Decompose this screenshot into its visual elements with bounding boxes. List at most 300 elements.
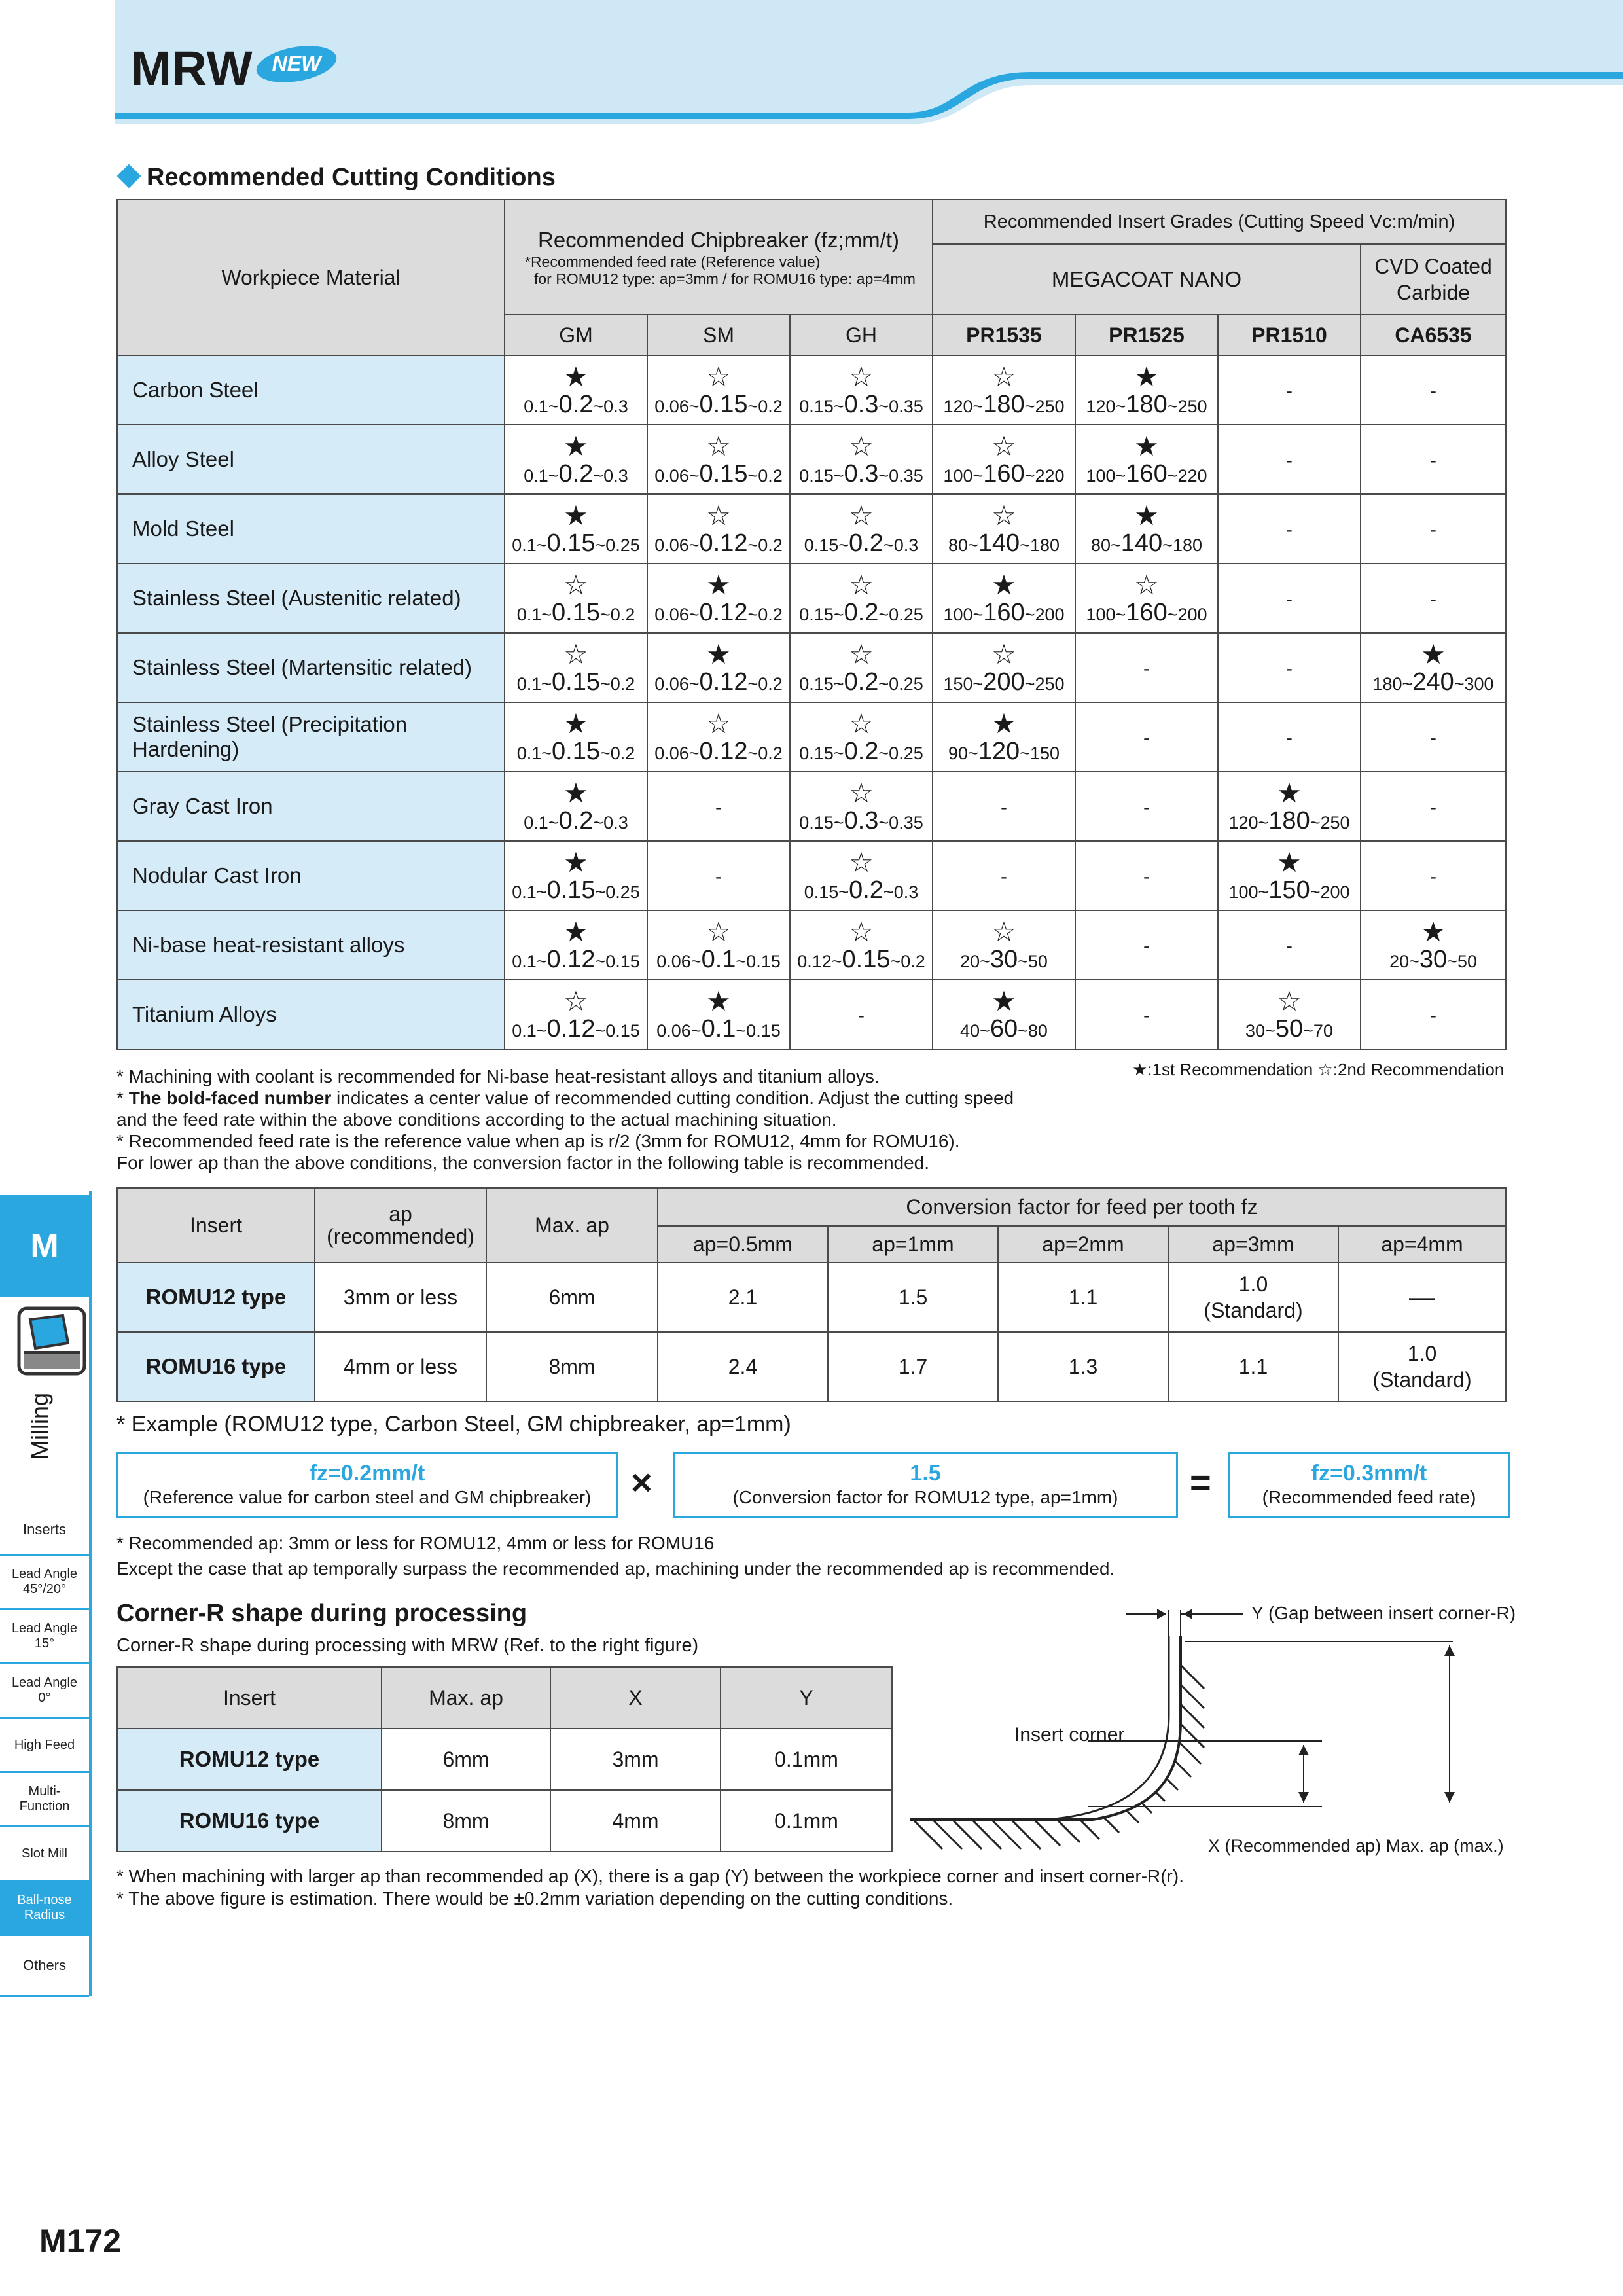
range-bound: 0.15~ (804, 535, 849, 555)
center-value: 60 (990, 1014, 1018, 1043)
condition-cell (647, 564, 790, 633)
star-filled-icon: ★ (1134, 430, 1159, 461)
condition-cell (505, 425, 647, 494)
corner-r-subtitle: Corner-R shape during processing with MRW (Ref. to the right figure) (116, 1635, 699, 1656)
range-bound: ~200 (1167, 604, 1207, 624)
range-value (791, 945, 932, 973)
conv-factor: 1.0 (Standard) (1338, 1332, 1506, 1401)
dash: - (1143, 657, 1150, 679)
range-bound: 0.06~ (656, 1020, 702, 1041)
empty-cell (1218, 564, 1361, 633)
empty-cell (1361, 494, 1506, 564)
range-bound: 100~ (943, 604, 984, 624)
corner-col-y: Y (721, 1667, 892, 1729)
star-outline-icon: ☆ (991, 638, 1016, 670)
center-value: 0.12 (699, 598, 748, 626)
section-tab-m[interactable]: M (0, 1195, 89, 1297)
center-value: 160 (1126, 598, 1168, 626)
condition-cell (505, 841, 647, 910)
empty-cell (1361, 702, 1506, 772)
range-bound: 0.06~ (654, 743, 700, 763)
condition-cell (647, 910, 790, 980)
dash: - (1143, 726, 1150, 749)
range-value (648, 737, 789, 765)
dash: - (1286, 588, 1293, 610)
range-value (933, 1014, 1075, 1043)
conv-row-ap: 4mm or less (315, 1332, 486, 1401)
range-bound: 120~ (1086, 396, 1126, 416)
figure-y-label: Y (Gap between insert corner-R) (1251, 1603, 1516, 1623)
range-bound: ~0.3 (883, 535, 919, 555)
range-bound: 180~ (1372, 673, 1413, 694)
corner-row-type: ROMU12 type (117, 1729, 382, 1790)
center-value: 0.12 (699, 668, 748, 696)
times-icon: × (631, 1462, 652, 1503)
range-value (505, 1014, 647, 1043)
note-recommended-ap: * Recommended ap: 3mm or less for ROMU12, 4mm or less for ROMU16 (116, 1533, 715, 1553)
dash: - (1430, 865, 1437, 888)
empty-cell (1218, 702, 1361, 772)
dash: - (1430, 449, 1437, 471)
dash: - (1143, 796, 1150, 818)
center-value: 0.2 (849, 876, 883, 904)
workpiece-material-header: Workpiece Material (117, 200, 505, 355)
range-value (791, 459, 932, 488)
center-value: 180 (983, 390, 1025, 418)
range-bound: 100~ (1228, 882, 1269, 902)
range-bound: 0.1~ (524, 396, 559, 416)
corner-r-title: Corner-R shape during processing (116, 1600, 527, 1627)
new-badge: NEW (254, 43, 339, 85)
example-reference-box: fz=0.2mm/t (Reference value for carbon steel and GM chipbreaker) (116, 1452, 618, 1518)
condition-cell (933, 564, 1075, 633)
col-header-sm: SM (647, 315, 790, 355)
condition-cell (505, 633, 647, 702)
empty-cell (1361, 980, 1506, 1049)
center-value: 0.2 (844, 598, 879, 626)
range-bound: ~0.3 (883, 882, 919, 902)
empty-cell (1361, 772, 1506, 841)
dash: - (1286, 726, 1293, 749)
conv-factor: 1.5 (828, 1263, 998, 1332)
center-value: 0.15 (699, 459, 748, 488)
star-filled-icon: ★ (563, 430, 588, 461)
range-bound: 0.12~ (797, 951, 842, 971)
material-name: Gray Cast Iron (117, 772, 505, 841)
condition-cell (790, 772, 933, 841)
corner-row-x: 3mm (550, 1729, 721, 1790)
condition-cell (790, 494, 933, 564)
table-row (117, 772, 1506, 841)
range-bound: ~0.2 (747, 604, 783, 624)
range-value (648, 945, 789, 973)
range-bound: ~70 (1303, 1020, 1333, 1041)
center-value: 140 (978, 529, 1020, 557)
dash: - (1430, 588, 1437, 610)
cutting-conditions-table (116, 199, 1507, 1050)
range-value (648, 598, 789, 626)
table-row (117, 355, 1506, 425)
center-value: 50 (1275, 1014, 1304, 1043)
star-filled-icon: ★ (563, 777, 588, 808)
range-bound: ~0.25 (878, 743, 923, 763)
star-filled-icon: ★ (563, 708, 588, 739)
material-name: Titanium Alloys (117, 980, 505, 1049)
range-bound: ~0.2 (747, 535, 783, 555)
corner-row-y: 0.1mm (721, 1790, 892, 1852)
conv-factor: 2.4 (658, 1332, 828, 1401)
range-bound: 0.06~ (656, 951, 702, 971)
empty-cell (647, 772, 790, 841)
range-bound: ~0.2 (599, 604, 635, 624)
center-value: 0.15 (546, 876, 596, 904)
conv-col-ap4: ap=4mm (1338, 1226, 1506, 1263)
range-value (933, 668, 1075, 696)
note-recommended-ap-cont: Except the case that ap temporally surpass the recommended ap, machining under the recommended ap is recommended. (116, 1558, 1115, 1579)
center-value: 0.3 (844, 459, 879, 488)
recommendation-legend: ★:1st Recommendation ☆:2nd Recommendation (1132, 1060, 1505, 1079)
conv-col-ap3: ap=3mm (1168, 1226, 1338, 1263)
empty-cell (933, 772, 1075, 841)
star-outline-icon: ☆ (563, 569, 588, 600)
dash: - (1430, 796, 1437, 818)
figure-bottom-label: X (Recommended ap) Max. ap (max.) (1208, 1836, 1504, 1856)
range-value (505, 876, 647, 904)
sidebar-item-multi-function[interactable]: Multi- Function (0, 1773, 89, 1827)
star-outline-icon: ☆ (1277, 985, 1302, 1016)
corner-col-max-ap: Max. ap (382, 1667, 550, 1729)
center-value: 160 (983, 459, 1025, 488)
chipbreaker-header: Recommended Chipbreaker (fz;mm/t) *Recommended feed rate (Reference value) for ROMU12 type: ap=3mm / for ROMU16 type: ap=4mm (505, 200, 933, 315)
range-value (648, 529, 789, 557)
star-outline-icon: ☆ (563, 638, 588, 670)
empty-cell (933, 841, 1075, 910)
star-outline-icon: ☆ (991, 499, 1016, 531)
dash: - (1430, 518, 1437, 541)
dash: - (1286, 518, 1293, 541)
range-value (791, 529, 932, 557)
range-bound: 0.06~ (654, 396, 700, 416)
dash: - (715, 865, 722, 888)
note-feed-rate-cont: For lower ap than the above conditions, the conversion factor in the following table is recommended. (116, 1153, 930, 1173)
range-value (933, 945, 1075, 973)
material-name: Nodular Cast Iron (117, 841, 505, 910)
center-value: 0.15 (552, 737, 600, 765)
range-value (505, 598, 647, 626)
conv-factor: 1.1 (1168, 1332, 1338, 1401)
corner-row-x: 4mm (550, 1790, 721, 1852)
range-bound: 90~ (948, 743, 978, 763)
range-bound: ~0.15 (595, 951, 640, 971)
condition-cell (933, 633, 1075, 702)
condition-cell (790, 564, 933, 633)
header-wave (115, 0, 1623, 131)
range-value (791, 668, 932, 696)
star-filled-icon: ★ (991, 985, 1016, 1016)
range-bound: 0.15~ (799, 465, 844, 486)
star-filled-icon: ★ (563, 499, 588, 531)
star-filled-icon: ★ (563, 361, 588, 392)
figure-insert-corner-label: Insert corner (1014, 1724, 1125, 1746)
condition-cell (647, 980, 790, 1049)
range-bound: ~0.25 (595, 535, 640, 555)
condition-cell (1075, 355, 1218, 425)
center-value: 240 (1412, 668, 1454, 696)
range-bound: ~0.2 (747, 396, 783, 416)
center-value: 160 (983, 598, 1025, 626)
conv-row-type: ROMU16 type (117, 1332, 315, 1401)
range-bound: ~220 (1024, 465, 1065, 486)
range-bound: ~0.2 (747, 743, 783, 763)
empty-cell (1218, 355, 1361, 425)
sidebar-item-lead-angle-0[interactable]: Lead Angle 0° (0, 1664, 89, 1719)
sidebar-item-high-feed[interactable]: High Feed (0, 1719, 89, 1773)
range-bound: 0.15~ (799, 673, 844, 694)
example-factor-box: 1.5 (Conversion factor for ROMU12 type, ap=1mm) (673, 1452, 1178, 1518)
conv-factor: 1.1 (998, 1263, 1168, 1332)
condition-cell (505, 910, 647, 980)
range-bound: ~50 (1018, 951, 1048, 971)
center-value: 180 (1268, 806, 1310, 834)
range-value (505, 737, 647, 765)
range-value (791, 876, 932, 904)
range-bound: 80~ (948, 535, 978, 555)
star-outline-icon: ☆ (849, 430, 874, 461)
table-row (117, 564, 1506, 633)
corner-row-max: 8mm (382, 1790, 550, 1852)
conv-factor: 2.1 (658, 1263, 828, 1332)
condition-cell (1075, 564, 1218, 633)
dash: - (1430, 1004, 1437, 1026)
range-bound: ~80 (1018, 1020, 1048, 1041)
range-value (791, 737, 932, 765)
example-result-box: fz=0.3mm/t (Recommended feed rate) (1228, 1452, 1510, 1518)
range-bound: 0.15~ (799, 396, 844, 416)
condition-cell (505, 980, 647, 1049)
center-value: 0.15 (546, 529, 596, 557)
range-bound: 0.06~ (654, 465, 700, 486)
center-value: 0.2 (844, 668, 879, 696)
range-bound: ~0.25 (878, 604, 923, 624)
range-value (1219, 1014, 1360, 1043)
table-row (117, 980, 1506, 1049)
center-value: 0.12 (699, 737, 748, 765)
range-bound: ~0.15 (736, 1020, 781, 1041)
conv-factor: 1.0 (Standard) (1168, 1263, 1338, 1332)
dash: - (1001, 865, 1007, 888)
conv-factor-header: Conversion factor for feed per tooth fz (658, 1188, 1506, 1226)
range-value (505, 806, 647, 834)
equals-icon: = (1190, 1462, 1211, 1503)
range-value (1076, 598, 1217, 626)
dash: - (1286, 380, 1293, 402)
center-value: 0.2 (844, 737, 879, 765)
note-coolant: * Machining with coolant is recommended for Ni-base heat-resistant alloys and titanium alloys. (116, 1066, 880, 1086)
range-value (1076, 390, 1217, 418)
range-value (933, 459, 1075, 488)
center-value: 0.2 (558, 806, 594, 834)
conv-max-ap-header: Max. ap (486, 1188, 658, 1263)
range-bound: 0.15~ (799, 604, 844, 624)
material-name: Ni-base heat-resistant alloys (117, 910, 505, 980)
range-value (933, 529, 1075, 557)
table-row (117, 1729, 892, 1790)
empty-cell (1218, 910, 1361, 980)
sidebar-item-lead-angle-45[interactable]: Lead Angle 45°/20° (0, 1556, 89, 1610)
range-value (505, 459, 647, 488)
star-outline-icon: ☆ (849, 916, 874, 947)
condition-cell (790, 425, 933, 494)
center-value: 0.1 (701, 1014, 736, 1043)
range-bound: ~0.25 (595, 882, 640, 902)
cutting-conditions-title: Recommended Cutting Conditions (147, 164, 556, 191)
range-bound: ~200 (1310, 882, 1350, 902)
range-value (505, 390, 647, 418)
condition-cell (933, 910, 1075, 980)
note-bold-number: * The bold-faced number indicates a center value of recommended cutting condition. Adjust the cutting speed (116, 1088, 1014, 1108)
range-value (791, 390, 932, 418)
corner-row-y: 0.1mm (721, 1729, 892, 1790)
sidebar-item-lead-angle-15[interactable]: Lead Angle 15° (0, 1610, 89, 1664)
center-value: 180 (1126, 390, 1168, 418)
range-value (1361, 668, 1505, 696)
range-bound: ~0.15 (595, 1020, 640, 1041)
conv-row-max: 8mm (486, 1332, 658, 1401)
range-value (933, 390, 1075, 418)
range-value (933, 598, 1075, 626)
range-bound: ~180 (1162, 535, 1203, 555)
range-bound: 0.06~ (654, 604, 700, 624)
col-header-pr1535: PR1535 (933, 315, 1075, 355)
corner-row-type: ROMU16 type (117, 1790, 382, 1852)
range-bound: ~300 (1454, 673, 1494, 694)
center-value: 0.12 (546, 1014, 596, 1043)
cvd-coated-header: CVD Coated Carbide (1361, 244, 1506, 315)
range-value (648, 668, 789, 696)
condition-cell (1361, 633, 1506, 702)
range-value (791, 598, 932, 626)
dash: - (858, 1004, 865, 1026)
range-bound: 0.1~ (524, 465, 559, 486)
range-bound: 0.1~ (512, 882, 547, 902)
star-filled-icon: ★ (1277, 846, 1302, 878)
empty-cell (1075, 841, 1218, 910)
range-bound: ~250 (1310, 812, 1350, 833)
center-value: 30 (990, 945, 1018, 973)
star-outline-icon: ☆ (849, 499, 874, 531)
range-bound: ~50 (1447, 951, 1477, 971)
dash: - (1286, 935, 1293, 957)
range-bound: 0.15~ (799, 743, 844, 763)
table-row (117, 425, 1506, 494)
insert-grades-header: Recommended Insert Grades (Cutting Speed Vc:m/min) (933, 200, 1506, 244)
star-filled-icon: ★ (706, 569, 731, 600)
range-bound: 120~ (1228, 812, 1269, 833)
note-gap: * When machining with larger ap than recommended ap (X), there is a gap (Y) between the workpiece corner and insert corner-R(r). (116, 1866, 1184, 1886)
condition-cell (790, 841, 933, 910)
corner-col-x: X (550, 1667, 721, 1729)
range-bound: ~0.3 (593, 396, 628, 416)
center-value: 0.15 (842, 945, 891, 973)
star-outline-icon: ☆ (706, 430, 731, 461)
star-filled-icon: ★ (1134, 361, 1159, 392)
dash: - (1001, 796, 1007, 818)
center-value: 150 (1268, 876, 1310, 904)
star-filled-icon: ★ (706, 638, 731, 670)
table-row (117, 1332, 1506, 1401)
sidebar-item-others[interactable]: Others (0, 1936, 89, 1997)
conv-col-ap1: ap=1mm (828, 1226, 998, 1263)
dash: - (715, 796, 722, 818)
condition-cell (647, 633, 790, 702)
range-bound: ~0.2 (599, 743, 635, 763)
table-row (117, 841, 1506, 910)
star-outline-icon: ☆ (706, 708, 731, 739)
condition-cell (647, 355, 790, 425)
empty-cell (1361, 355, 1506, 425)
range-value (1219, 876, 1360, 904)
empty-cell (1075, 702, 1218, 772)
range-bound: 0.15~ (804, 882, 849, 902)
condition-cell (647, 425, 790, 494)
range-bound: ~250 (1167, 396, 1207, 416)
sidebar-item-inserts[interactable]: Inserts (0, 1505, 89, 1556)
conversion-factor-table (116, 1187, 1507, 1402)
dash: - (1286, 449, 1293, 471)
sidebar-item-ball-nose-radius[interactable]: Ball-nose Radius (0, 1882, 89, 1936)
center-value: 0.2 (849, 529, 883, 557)
note-estimation: * The above figure is estimation. There would be ±0.2mm variation depending on the cutting conditions. (116, 1888, 954, 1909)
col-header-gh: GH (790, 315, 933, 355)
condition-cell (790, 702, 933, 772)
material-name: Stainless Steel (Precipitation Hardening) (117, 702, 505, 772)
star-outline-icon: ☆ (991, 361, 1016, 392)
empty-cell (1075, 910, 1218, 980)
condition-cell (933, 425, 1075, 494)
condition-cell (505, 564, 647, 633)
center-value: 0.15 (699, 390, 748, 418)
range-bound: 100~ (943, 465, 984, 486)
col-header-gm: GM (505, 315, 647, 355)
range-value (791, 806, 932, 834)
range-bound: ~0.3 (593, 812, 628, 833)
condition-cell (1075, 494, 1218, 564)
table-row (117, 633, 1506, 702)
star-filled-icon: ★ (563, 916, 588, 947)
conv-row-max: 6mm (486, 1263, 658, 1332)
empty-cell (1361, 425, 1506, 494)
center-value: 0.2 (558, 390, 594, 418)
range-bound: ~0.2 (747, 465, 783, 486)
condition-cell (1075, 425, 1218, 494)
material-name: Stainless Steel (Martensitic related) (117, 633, 505, 702)
empty-cell (1218, 633, 1361, 702)
range-bound: 0.1~ (512, 1020, 547, 1041)
range-bound: 150~ (943, 673, 984, 694)
condition-cell (1218, 772, 1361, 841)
dash: - (1143, 1004, 1150, 1026)
star-outline-icon: ☆ (849, 569, 874, 600)
range-bound: 0.15~ (799, 812, 844, 833)
empty-cell (1075, 980, 1218, 1049)
range-bound: 0.1~ (516, 604, 552, 624)
range-bound: 0.1~ (512, 535, 547, 555)
conv-col-ap2: ap=2mm (998, 1226, 1168, 1263)
range-bound: ~0.15 (736, 951, 781, 971)
sidebar-item-slot-mill[interactable]: Slot Mill (0, 1827, 89, 1882)
center-value: 120 (978, 737, 1020, 765)
condition-cell (505, 355, 647, 425)
